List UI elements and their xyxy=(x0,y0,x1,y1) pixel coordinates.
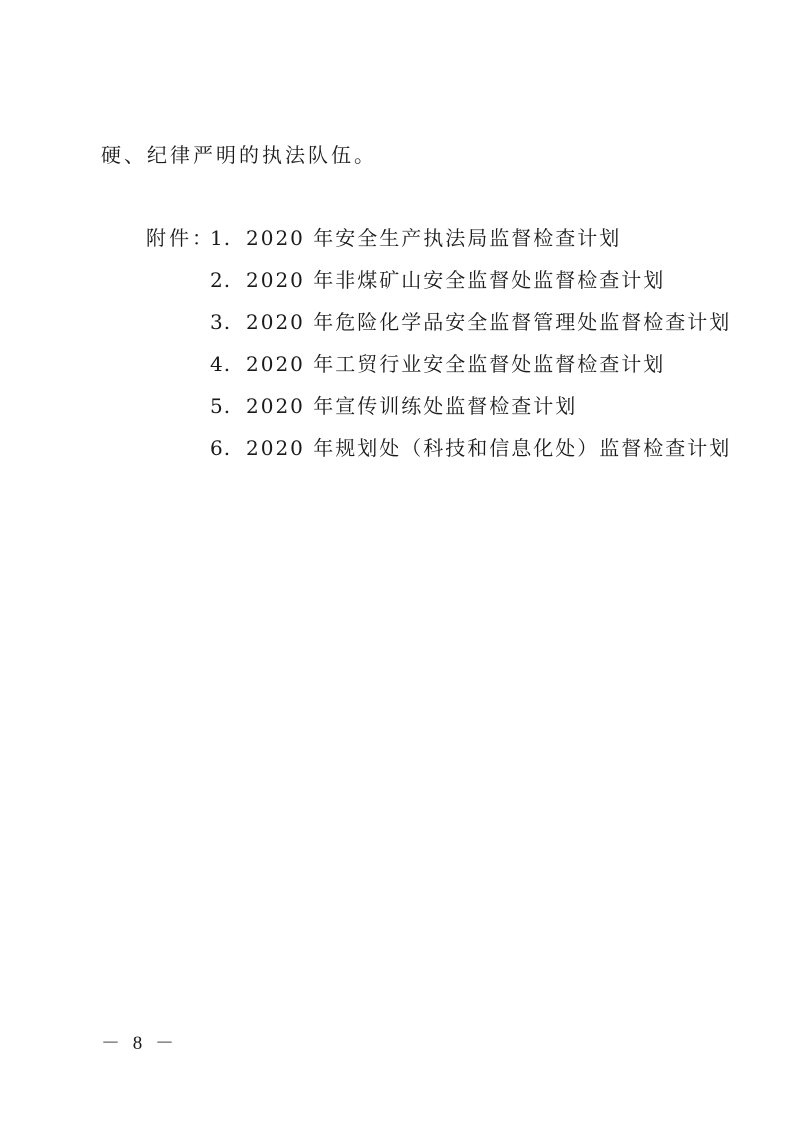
attachment-title: 2020 年危险化学品安全监督管理处监督检查计划 xyxy=(246,310,732,334)
continuation-paragraph: 硬、纪律严明的执法队伍。 xyxy=(101,143,377,167)
page-number: － 8 － xyxy=(101,1033,179,1054)
attachments-label: 附件： xyxy=(146,226,215,250)
attachment-title: 2020 年规划处（科技和信息化处）监督检查计划 xyxy=(246,436,732,460)
attachment-number: 3. xyxy=(210,310,232,334)
attachment-item-3 xyxy=(210,308,731,336)
attachment-title: 2020 年非煤矿山安全监督处监督检查计划 xyxy=(246,268,666,292)
attachment-title: 2020 年宣传训练处监督检查计划 xyxy=(246,394,578,418)
attachment-item-2 xyxy=(210,266,665,294)
attachment-number: 4. xyxy=(210,352,232,376)
attachment-item-4 xyxy=(210,350,665,378)
attachment-item-1 xyxy=(210,224,621,252)
attachment-number: 5. xyxy=(210,394,232,418)
attachment-item-5 xyxy=(210,392,577,420)
attachment-number: 6. xyxy=(210,436,232,460)
attachment-title: 2020 年安全生产执法局监督检查计划 xyxy=(246,226,622,250)
attachment-number: 2. xyxy=(210,268,232,292)
attachment-title: 2020 年工贸行业安全监督处监督检查计划 xyxy=(246,352,666,376)
attachment-item-6 xyxy=(210,434,731,462)
attachment-number: 1. xyxy=(210,226,232,250)
